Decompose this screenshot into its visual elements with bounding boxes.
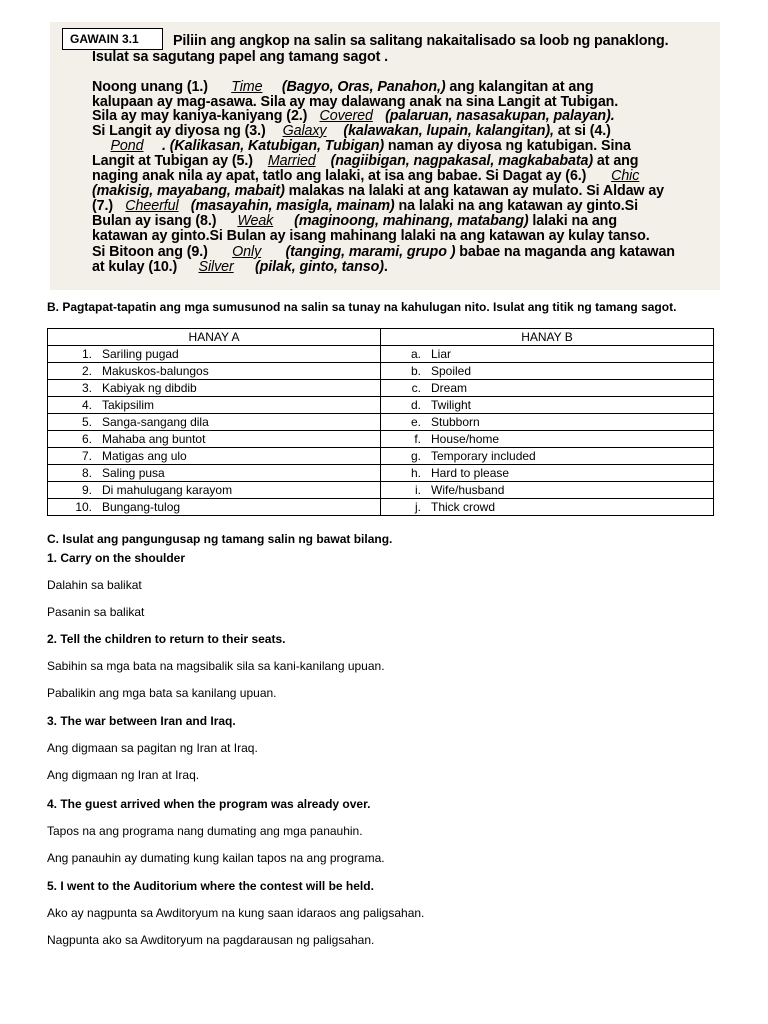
item-text: Matigas ang ulo (102, 449, 187, 463)
item-number: 9. (81, 483, 92, 497)
passage-line (92, 108, 615, 124)
item-text: Bungang-tulog (102, 500, 181, 514)
item-letter: g. (410, 449, 421, 463)
hanay-b-cell (381, 414, 714, 431)
hanay-b-cell (381, 499, 714, 516)
choices: (palaruan, nasasakupan, palayan). (381, 108, 615, 124)
answer-option: Ang digmaan ng Iran at Iraq. (47, 768, 200, 782)
passage-text: Si Bitoon ang (9.) (92, 244, 212, 260)
passage-text: Langit at Tubigan ay (5.) (92, 153, 257, 169)
choices: (nagiibigan, nagpakasal, magkababata) (326, 153, 594, 169)
passage-line (92, 168, 660, 184)
passage-text: Bulan ay isang (8.) (92, 213, 221, 229)
table-row (48, 448, 714, 465)
choices: (Bagyo, Oras, Panahon,) (281, 79, 446, 95)
item-number: 7. (81, 449, 92, 463)
passage-line (92, 153, 638, 169)
passage-line (92, 213, 617, 229)
question: 4. The guest arrived when the program was already over. (47, 797, 371, 811)
passage-text: na lalaki na ang katawan ay ginto.Si (394, 198, 638, 214)
passage-text: at si (4.) (553, 123, 611, 139)
choices: (kalawakan, lupain, kalangitan), (339, 123, 554, 139)
choices: (maginoong, mahinang, matabang) (290, 213, 529, 229)
answer-option: Pasanin sa balikat (47, 605, 145, 619)
passage-text: babae na maganda ang katawan (455, 244, 675, 260)
hanay-a-cell (48, 465, 381, 482)
passage-line (92, 198, 638, 214)
item-number: 3. (81, 381, 92, 395)
hanay-a-cell (48, 499, 381, 516)
passage-line (92, 259, 388, 275)
passage-text: at kulay (10.) (92, 259, 182, 275)
answer-option: Ang digmaan sa pagitan ng Iran at Iraq. (47, 741, 258, 755)
passage-text: ang kalangitan at ang (445, 79, 594, 95)
table-row (48, 414, 714, 431)
passage-line (92, 123, 611, 139)
item-text: Kabiyak ng dibdib (102, 381, 197, 395)
hanay-a-cell (48, 431, 381, 448)
item-letter: f. (414, 432, 421, 446)
item-meaning: Dream (431, 381, 468, 395)
item-number: 8. (81, 466, 92, 480)
answer-blank: Cheerful (125, 198, 179, 214)
hanay-b-cell (381, 346, 714, 363)
choices: (pilak, ginto, tanso) (251, 259, 384, 275)
item-number: 2. (81, 364, 92, 378)
answer-blank: Pond (110, 138, 144, 154)
table-row (48, 380, 714, 397)
hanay-b-cell (381, 380, 714, 397)
passage-line (92, 138, 631, 154)
table-row (48, 397, 714, 414)
answer-option: Dalahin sa balikat (47, 578, 142, 592)
answer-blank: Silver (198, 259, 234, 275)
item-letter: d. (410, 398, 421, 412)
answer-option: Nagpunta ako sa Awditoryum na pagdarausan ng paligsahan. (47, 933, 375, 947)
item-meaning: Temporary included (431, 449, 536, 463)
instruction-line-1: Piliin ang angkop na salin sa salitang nakaitalisado sa loob ng panaklong. (173, 33, 669, 49)
item-text: Takipsilim (102, 398, 155, 412)
answer-option: Tapos na ang programa nang dumating ang mga panauhin. (47, 824, 363, 838)
instruction-line-2: Isulat sa sagutang papel ang tamang sagot . (92, 49, 388, 65)
passage-text: naman ay diyosa ng katubigan. Sina (384, 138, 631, 154)
item-text: Di mahulugang karayom (102, 483, 233, 497)
answer-option: Ako ay nagpunta sa Awditoryum na kung saan idaraos ang paligsahan. (47, 906, 425, 920)
item-text: Sariling pugad (102, 347, 179, 361)
item-letter: e. (410, 415, 421, 429)
answer-option: Sabihin sa mga bata na magsibalik sila sa kani-kanilang upuan. (47, 659, 385, 673)
hanay-a-cell (48, 414, 381, 431)
answer-blank: Chic (611, 168, 640, 184)
passage-line (92, 244, 675, 260)
item-number: 1. (81, 347, 92, 361)
answer-blank: Only (232, 244, 262, 260)
answer-blank: Married (267, 153, 316, 169)
table-row (48, 499, 714, 516)
matching-table (47, 328, 714, 516)
passage-text: lalaki na ang (528, 213, 617, 229)
section-b-instruction: B. Pagtapat-tapatin ang mga sumusunod na salin sa tunay na kahulugan nito. Isulat ang titik ng tamang sagot. (47, 300, 677, 314)
hanay-a-cell (48, 482, 381, 499)
item-letter: c. (411, 381, 421, 395)
passage-line (92, 183, 664, 199)
question: 2. Tell the children to return to their seats. (47, 632, 286, 646)
item-meaning: Twilight (431, 398, 472, 412)
item-number: 5. (81, 415, 92, 429)
hanay-a-cell (48, 346, 381, 363)
choices: (tanging, marami, grupo ) (281, 244, 456, 260)
item-meaning: Thick crowd (431, 500, 496, 514)
answer-option: Ang panauhin ay dumating kung kailan tapos na ang programa. (47, 851, 385, 865)
header-hanay-b: HANAY B (381, 329, 714, 346)
hanay-a-cell (48, 397, 381, 414)
item-meaning: House/home (431, 432, 500, 446)
item-number: 4. (81, 398, 92, 412)
choices: (masayahin, masigla, mainam) (186, 198, 395, 214)
hanay-b-cell (381, 482, 714, 499)
hanay-b-cell (381, 397, 714, 414)
table-row (48, 431, 714, 448)
item-letter: b. (410, 364, 421, 378)
item-letter: a. (410, 347, 421, 361)
passage-text: . (383, 259, 388, 275)
question: 5. I went to the Auditorium where the contest will be held. (47, 879, 374, 893)
passage-text: malakas na lalaki at ang katawan ay mulato. Si Aldaw ay (284, 183, 665, 199)
header-hanay-a: HANAY A (48, 329, 381, 346)
hanay-b-cell (381, 465, 714, 482)
item-letter: h. (410, 466, 421, 480)
item-number: 6. (81, 432, 92, 446)
item-text: Mahaba ang buntot (102, 432, 206, 446)
hanay-a-cell (48, 380, 381, 397)
hanay-b-cell (381, 363, 714, 380)
passage-text: kalupaan ay mag-asawa. Sila ay may dalawang anak na sina Langit at Tubigan. (92, 94, 619, 110)
item-meaning: Wife/husband (431, 483, 505, 497)
item-meaning: Hard to please (431, 466, 510, 480)
question: 3. The war between Iran and Iraq. (47, 714, 236, 728)
answer-blank: Covered (319, 108, 373, 124)
passage-text: Si Langit ay diyosa ng (3.) (92, 123, 270, 139)
hanay-a-cell (48, 363, 381, 380)
item-text: Makuskos-balungos (102, 364, 209, 378)
item-text: Sanga-sangang dila (102, 415, 209, 429)
passage-text: naging anak nila ay apat, tatlo ang lalaki, at isa ang babae. Si Dagat ay (6.) (92, 168, 591, 184)
item-letter: j. (415, 500, 421, 514)
table-row (48, 363, 714, 380)
item-meaning: Liar (431, 347, 452, 361)
item-text: Saling pusa (102, 466, 165, 480)
item-letter: i. (415, 483, 421, 497)
section-c-instruction: C. Isulat ang pangungusap ng tamang salin ng bawat bilang. (47, 532, 393, 546)
answer-option: Pabalikin ang mga bata sa kanilang upuan. (47, 686, 277, 700)
passage-text: (7.) (92, 198, 117, 214)
hanay-b-cell (381, 448, 714, 465)
choices: . (Kalikasan, Katubigan, Tubigan) (162, 138, 385, 154)
item-meaning: Spoiled (431, 364, 472, 378)
answer-blank: Weak (237, 213, 274, 229)
choices: (makisig, mayabang, mabait) (92, 183, 285, 199)
passage-text: at ang (593, 153, 639, 169)
table-row (48, 482, 714, 499)
table-row (48, 465, 714, 482)
table-row (48, 346, 714, 363)
exercise-tag: GAWAIN 3.1 (62, 28, 163, 50)
answer-blank: Galaxy (282, 123, 327, 139)
passage-line (92, 228, 650, 244)
passage-text: Sila ay may kaniya-kaniyang (2.) (92, 108, 312, 124)
hanay-a-cell (48, 448, 381, 465)
passage-text: Noong unang (1.) (92, 79, 212, 95)
item-meaning: Stubborn (431, 415, 480, 429)
answer-blank: Time (231, 79, 263, 95)
passage-text: katawan ay ginto.Si Bulan ay isang mahinang lalaki na ang katawan ay kulay tanso. (92, 228, 650, 244)
item-number: 10. (75, 500, 92, 514)
question: 1. Carry on the shoulder (47, 551, 186, 565)
passage-line (92, 79, 594, 95)
hanay-b-cell (381, 431, 714, 448)
